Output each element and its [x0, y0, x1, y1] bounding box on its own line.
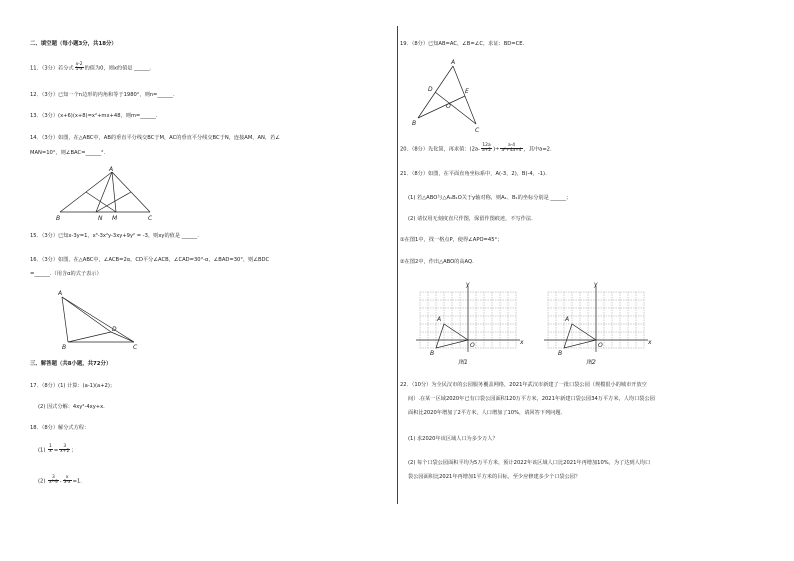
right-column	[400, 0, 772, 561]
label-C: C	[475, 127, 480, 134]
section-3-heading: 三、解答题（共8小题，共72分）	[30, 361, 112, 367]
question-22-line2: 间）.在某一区域2020年已有口袋公园面积120万平方米，2021年新建口袋公园34万平方米，人均口袋公园	[408, 396, 655, 402]
label-B: B	[62, 344, 67, 350]
question-13: 13．（3分）(x+6)(x+8)=x²+mx+48，则m=______.	[30, 113, 158, 119]
label-A: A	[451, 59, 456, 66]
svg-text:B: B	[430, 350, 435, 357]
grid-figure-1	[410, 280, 530, 366]
triangle-figure-16	[56, 288, 146, 350]
question-17-part1: 17．（8分）(1) 计算：(a-1)(a+2)；	[30, 383, 116, 389]
question-21-part1: (1) 若△ABO与△A₁B₁O关于y轴对称，则A₁、B₁的坐标分别是 ______；	[408, 195, 572, 201]
label-N: N	[98, 215, 103, 222]
figure-1-caption: 图1	[458, 359, 468, 366]
figure-2-caption: 图2	[586, 359, 596, 366]
fraction: $\frac{x-2}{1-x}$	[75, 62, 83, 73]
section-2-heading: 二、填空题（每小题3分，共18分）	[30, 41, 117, 47]
question-22-part2-line2: 袋公园面积比2021年再增加1平方米的目标，至少应修建多少个口袋公园？	[408, 474, 581, 480]
triangle-figure-19	[408, 58, 498, 138]
label-O: O	[446, 103, 451, 110]
question-12: 12．（3分）已知一个n边形的内角和等于1980°，则n=______.	[30, 92, 175, 98]
question-11: 11．（3分）若分式 $\frac{x-2}{1-x}$ 的值为0，则x的值是 ______.	[30, 62, 152, 73]
question-17-part2: (2) 因式分解：4xy²-4xy+x.	[38, 404, 105, 410]
question-22-line1: 22．（10分）为全民汉市的公园服务覆盖网络，2021年武汉市新建了一批口袋公园（规模很小的城市开放空	[400, 382, 647, 388]
svg-text:x: x	[648, 339, 652, 346]
question-20: 20．（8分）先化简，再求值：(2a- $\frac{12a}{a+2}$ )÷ $\frac{a-4}{\text{a²+4a+4}}$ ，其中a=2.	[400, 143, 552, 154]
question-21: 21．（8分）如图，在平面直角坐标系中，A(-3，2)，B(-4，-1).	[400, 171, 547, 177]
question-19: 19．（8分）已知AB=AC，∠B=∠C，求证：BD=CE.	[400, 41, 525, 47]
label-C: C	[133, 344, 138, 350]
svg-text:A: A	[437, 316, 442, 323]
label-B: B	[56, 215, 61, 222]
label-A: A	[58, 290, 63, 297]
question-15: 15．（3分）已知x-3y=1，x³-3x²y-3xy+9y² = -3，则xy的值是 ______.	[30, 233, 199, 239]
question-14-line2: MAN=10°，则∠BAC=______°.	[30, 150, 106, 156]
question-16-line1: 16．（3分）如图，在△ABC中，∠ACB=2α，CD平分∠ACB，∠CAD=30°-α，∠BAD=30°，则∠BDC	[30, 257, 270, 263]
grid-figure-2	[538, 280, 658, 366]
column-divider	[397, 26, 398, 504]
question-21-item-b: ②在图2中，作出△ABO的高AQ.	[400, 259, 474, 265]
question-18-part2: (2) $\frac{3}{\text{x²-9}}$ - $\frac{x}{3-x}$ =1.	[38, 475, 82, 486]
question-18: 18．（8分）解分式方程：	[30, 425, 90, 431]
left-column	[30, 0, 392, 561]
svg-text:O: O	[470, 342, 475, 349]
svg-text:y: y	[594, 281, 598, 288]
question-21-part2: (2) 请仅用无刻度直尺作图，保留作图痕迹，不写作法.	[408, 216, 533, 222]
label-C: C	[148, 215, 152, 222]
question-14-line1: 14．（3分）如图，在△ABC中，AB的垂直平分线交BC于M，AC的垂直平分线交BC于N，连接AM、AN，若∠	[30, 135, 280, 141]
label-M: M	[112, 215, 118, 222]
svg-text:A: A	[565, 316, 570, 323]
svg-text:x: x	[520, 339, 524, 346]
svg-text:O: O	[598, 342, 603, 349]
triangle-figure-14	[52, 166, 152, 224]
label-B: B	[412, 120, 417, 127]
question-18-part1: (1) $\frac{1}{x}$ = $\frac{3}{x+2}$ ；	[38, 444, 77, 455]
label-A: A	[109, 166, 114, 173]
question-22-part1: (1) 求2020年该区域人口为多少万人？	[408, 436, 498, 442]
question-22-line3: 面积比2020年增加了2平方米，人口增加了10%，请回答下列问题.	[408, 410, 563, 416]
label-D: D	[112, 326, 117, 333]
label-E: E	[465, 88, 469, 95]
question-16-line2: =______.（用含α的式子表示）	[30, 271, 102, 277]
label-D: D	[428, 86, 433, 93]
svg-text:B: B	[558, 350, 563, 357]
svg-text:y: y	[466, 281, 470, 288]
question-22-part2-line1: (2) 每个口袋公园面积平均为5万平方米，预计2022年该区域人口比2021年再增加10%，为了达到人均口	[408, 460, 651, 466]
question-21-item-a: ①在图1中，找一格点P，使得∠APO=45°；	[400, 237, 503, 243]
